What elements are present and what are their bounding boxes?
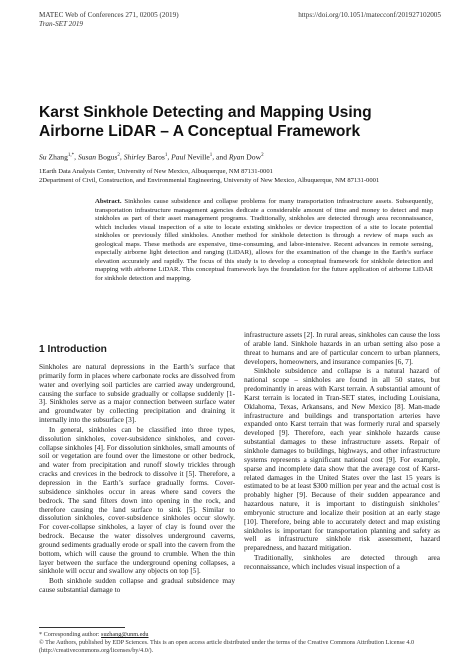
conference-name: Tran-SET 2019	[39, 20, 84, 28]
intro-left-column	[39, 343, 235, 595]
doi-link[interactable]: https://doi.org/10.1051/matecconf/201927102005	[298, 11, 441, 19]
intro-paragraph: Both sinkhole sudden collapse and gradual subsidence may cause substantial damage to	[39, 576, 235, 595]
abstract-label: Abstract.	[95, 198, 122, 205]
intro-paragraph: In general, sinkholes can be classified into three types, dissolution sinkholes, cover-subsidence sinkholes, and cover-collapse sinkholes [4]. For dissolution sinkholes, small amounts of soil or vegetation are found over the limestone or other bedrock, and water from precipitation and runoff slowly trickles through cracks and crevices in the bedrock to dissolve it [5]. Therefore, a depression in the Earth’s surface gradually forms. Cover-subsidence sinkholes occur in areas where sand covers the bedrock. The sand filters down into opening in the rock, and therefore causing the land surface to sink [5]. Similar to dissolution sinkholes, cover-subsidence sinkholes occur slowly. For cover-collapse sinkholes, a layer of clay is found over the bedrock. Because the water dissolves underground caverns, ground sediments gradually erode or spall into the cavern from the bottom, which will cause the ground to crumble. When the thin layer between the surface the underground opening collapses, a sinkhole will occur and swallow any objects on top [5].	[39, 424, 235, 576]
intro-paragraph: Sinkhole subsidence and collapse is a natural hazard of national scope – sinkholes are found in all 50 states, but predominantly in areas with Karst terrain. A substantial amount of Karst terrain is located in Tran-SET states, including Louisiana, Oklahoma, Texas, Arkansans, and New Mexico [8]. Man-made infrastructure and buildings and transportation arteries have expanded onto Karst terrain that was formerly rural and sparsely developed [9]. Therefore, each year sinkhole hazards cause substantial damages to these infrastructure assets. Repair of sinkhole damages to buildings, highways, and other infrastructure systems represents a significant national cost [9]. For example, sparse and incomplete data show that the average cost of Karst-related damages in the United States over the last 15 years is estimated to be at least $300 million per year and the actual cost is probably higher [9]. Because of their sudden appearance and hazardous nature, it is important to distinguish sinkholes’ embryonic structure and localize their position at an early stage [10]. Therefore, being able to accurately detect and map existing sinkholes is important for transportation planning and safety as well as infrastructure sinkhole risk assessment, hazard preparedness, and hazard mitigation.	[244, 366, 440, 553]
section-heading: 1 Introduction	[39, 344, 107, 355]
author-email-link[interactable]: suzhang@unm.edu	[101, 631, 149, 638]
affiliation-2: 2Department of Civil, Construction, and Environmental Engineering, University of New Mexico, Albuquerque, NM 87131-0001	[39, 177, 380, 184]
affiliation-1: 1Earth Data Analysis Center, University of New Mexico, Albuquerque, NM 87131-0001	[39, 168, 273, 175]
license-notice: © The Authors, published by EDP Sciences. This is an open access article distributed under the terms of the Creative Commons Attribution License 4.0 (http://creativecommons.org/licenses/by/4.0/).	[39, 639, 415, 654]
journal-citation: MATEC Web of Conferences 271, 02005 (2019)	[39, 11, 179, 19]
affiliations	[39, 167, 459, 185]
intro-right-column	[244, 331, 440, 572]
footnote	[39, 631, 459, 655]
intro-paragraph: infrastructure assets [2]. In rural areas, sinkholes can cause the loss of arable land. Sinkhole hazards in an urban setting also pose a threat to humans and are of particular concern to urban planners, developers, homeowners, and insurance companies [6, 7].	[244, 330, 440, 366]
abstract-text: Sinkholes cause subsidence and collapse problems for many transportation infrastructure assets. Subsequently, transportation infrastructure management agencies dedicate a considerable amount of time and money to detect and map sinkholes as part of their asset management programs. Traditionally, sinkholes are detected through area reconnaissance, which includes visual inspection of a site to locate existing sinkholes or device inspection of a site to locate potential sinkholes or previously filled sinkholes. Another method for sinkhole detection is through a review of maps such as geological maps. These methods are expensive, time-consuming, and labor-intensive. Recent advances in remote sensing, especially airborne light detection and ranging (LiDAR), allows for the examination of the change in the Earth’s surface elevation accurately and rapidly. The focus of this study is to develop a conceptual framework for sinkhole detection and mapping with airborne LiDAR. This conceptual framework lays the foundation for the future application of airborne LiDAR for sinkhole detection and mapping.	[95, 198, 433, 282]
intro-paragraph: Traditionally, sinkholes are detected through area reconnaissance, which includes visual inspection of a	[244, 553, 440, 571]
corresponding-label: * Corresponding author:	[39, 631, 100, 638]
author-list: Su Zhang$^{1,*}$, Susan Bogus$^2$, Shirley Baros$^1$, Paul Neville$^1$, and Ryan Dow$^2$	[39, 152, 264, 162]
abstract	[95, 198, 433, 283]
paper-title: Karst Sinkhole Detecting and Mapping Using Airborne LiDAR – A Conceptual Framework	[39, 104, 372, 140]
corresponding-author	[39, 631, 459, 639]
intro-paragraph: Sinkholes are natural depressions in the Earth’s surface that primarily form in places where carbonate rocks are dissolved from water and overlying soil particles are carried away underground, causing the surface to subside gradually or collapse suddenly [1-3]. Sinkholes serve as a major connection between surface water and groundwater by collecting precipitation and draining it internally into the subsurface [3].	[39, 362, 235, 425]
footnote-rule	[39, 627, 125, 628]
